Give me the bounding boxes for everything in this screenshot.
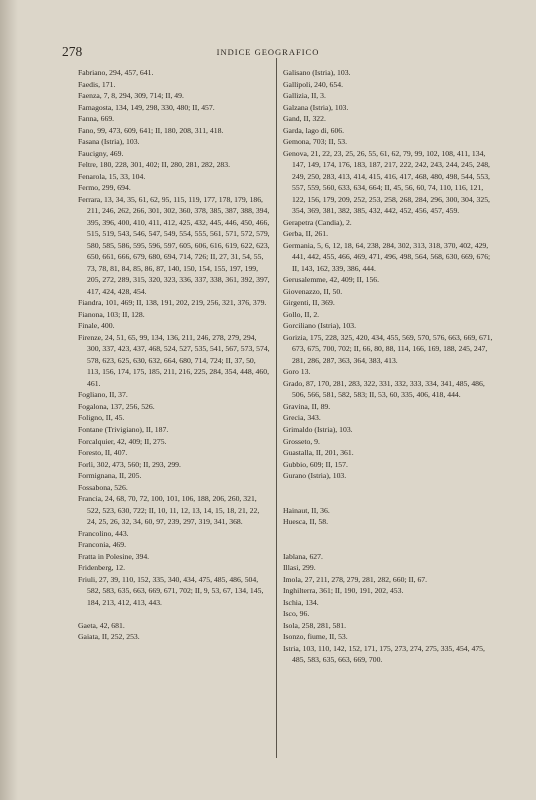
index-entry: Isco, 96. [283, 609, 310, 619]
index-entry: Gorciliano (Istria), 103. [283, 321, 357, 331]
index-entry: Fossabona, 526. [78, 482, 128, 492]
index-entry: Grimaldo (Istria), 103. [283, 424, 353, 434]
page-number: 278 [62, 44, 83, 59]
index-entry: Grado, 87, 170, 281, 283, 322, 331, 332, 333, 334, 341, 485, 486, 506, 566, 581, 582, 583; II, 53, 60, 335, 406, 418, 444. [283, 378, 485, 400]
index-entry: Fianona, 103; II, 128. [78, 309, 145, 319]
index-entry: Fogalona, 137, 256, 526. [78, 401, 155, 411]
index-entry: Isola, 258, 281, 581. [283, 620, 346, 630]
index-entry: Famagosta, 134, 149, 298, 330, 480; II, 457. [78, 102, 215, 112]
index-entry: Gerba, II, 261. [283, 229, 329, 239]
index-entry: Hainaut, II, 36. [283, 505, 330, 515]
index-entry: Gand, II, 322. [283, 114, 326, 124]
index-entry: Inghilterra, 361; II, 190, 191, 202, 453. [283, 586, 404, 596]
index-entry: Faenza, 7, 8, 294, 309, 714; II, 49. [78, 91, 184, 101]
index-entry: Iablana, 627. [283, 551, 323, 561]
index-entry: Gerusalemme, 42, 409; II, 156. [283, 275, 380, 285]
index-column-right [283, 67, 495, 666]
running-title: INDICE GEOGRAFICO [216, 47, 320, 57]
index-entry: Illasi, 299. [283, 563, 316, 573]
index-entry: Fenarola, 15, 33, 104. [78, 171, 146, 181]
index-entry: Huesca, II, 58. [283, 517, 329, 527]
index-entry: Forlì, 302, 473, 560; II, 293, 299. [78, 459, 181, 469]
index-entry: Ischia, 134. [283, 597, 319, 607]
index-entry: Gurano (Istria), 103. [283, 471, 347, 481]
index-entry: Faucigny, 469. [78, 148, 124, 158]
index-entry: Gallipoli, 240, 654. [283, 79, 344, 89]
index-entry: Germania, 5, 6, 12, 18, 64, 238, 284, 302, 313, 318, 370, 402, 429, 441, 442, 455, 466, 469, 471, 496, 498, 564, 568, 630, 669, 676; II, 143, 162, 339, 386, 444. [283, 240, 491, 273]
index-entry: Fratta in Polesine, 394. [78, 551, 150, 561]
section-gap [283, 528, 495, 540]
index-entry: Formignana, II, 205. [78, 471, 142, 481]
index-entry: Finale, 400. [78, 321, 115, 331]
section-gap [78, 608, 270, 620]
index-entry: Giovenazzo, II, 50. [283, 286, 343, 296]
index-entry: Fridenberg, 12. [78, 563, 126, 573]
page-gutter-shadow [0, 0, 18, 800]
index-entry: Firenze, 24, 51, 65, 99, 134, 136, 211, 246, 278, 279, 294, 300, 337, 423, 437, 468, 524, 527, 535, 541, 567, 573, 574, 578, 623, 625, 630, 632, 664, 680, 714, 724; II, 37, 50, 113, 156, 174, 175, 185, 211, 216, 225, 284, 354, 448, 460, 461. [78, 332, 270, 388]
section-gap [283, 539, 495, 551]
index-entry: Fermo, 299, 694. [78, 183, 131, 193]
index-entry: Gaeta, 42, 681. [78, 620, 125, 630]
column-divider [276, 58, 277, 758]
index-entry: Fogliano, II, 37. [78, 390, 128, 400]
index-entry: Gubbio, 609; II, 157. [283, 459, 348, 469]
index-entry: Guastalla, II, 201, 361. [283, 448, 354, 458]
index-entry: Galzana (Istria), 103. [283, 102, 349, 112]
index-entry: Forcalquier, 42, 409; II, 275. [78, 436, 167, 446]
index-entry: Gerapetra (Candia), 2. [283, 217, 352, 227]
index-entry: Fano, 99, 473, 609, 641; II, 180, 208, 311, 418. [78, 125, 224, 135]
index-entry: Fasana (Istria), 103. [78, 137, 140, 147]
index-entry: Girgenti, II, 369. [283, 298, 335, 308]
index-entry: Genova, 21, 22, 23, 25, 26, 55, 61, 62, 79, 99, 102, 108, 411, 134, 147, 149, 174, 176, 183, 187, 217, 222, 242, 243, 244, 245, 248, 249, 250, 283, 413, 414, 415, 416, 417, 468, 480, 498, 544, 553, 557, 559, 560, 633, 634, 664; II, 45, 56, 60, 74, 110, 116, 121, 122, 156, 179, 209, 252, 253, 258, 268, 284, 296, 300, 304, 325, 354, 369, 381, 382, 385, 432, 442, 452, 456, 457, 459. [283, 148, 490, 216]
index-entry: Foresto, II, 407. [78, 448, 128, 458]
index-entry: Fontane (Trivigiano), II, 187. [78, 424, 169, 434]
index-entry: Francolino, 443. [78, 528, 129, 538]
index-entry: Grosseto, 9. [283, 436, 320, 446]
index-entry: Fanna, 669. [78, 114, 115, 124]
index-entry: Fabriano, 294, 457, 641. [78, 68, 154, 77]
index-entry: Galisano (Istria), 103. [283, 68, 351, 77]
index-entry: Faedis, 171. [78, 79, 116, 89]
index-entry: Gemona, 703; II, 53. [283, 137, 348, 147]
index-entry: Friuli, 27, 39, 110, 152, 335, 340, 434, 475, 485, 486, 504, 582, 583, 635, 663, 669, 671, 702; II, 9, 53, 67, 134, 145, 184, 213, 412, 413, 443. [78, 574, 264, 607]
index-entry: Gollo, II, 2. [283, 309, 320, 319]
index-entry: Fiandra, 101, 469; II, 138, 191, 202, 219, 256, 321, 376, 379. [78, 298, 267, 308]
index-entry: Gravina, II, 89. [283, 401, 331, 411]
page-header [62, 44, 474, 60]
index-entry: Garda, lago di, 606. [283, 125, 345, 135]
index-column-left [78, 67, 270, 643]
section-gap [283, 482, 495, 494]
index-entry: Gaiata, II, 252, 253. [78, 632, 140, 642]
index-entry: Feltre, 180, 228, 301, 402; II, 280, 281, 282, 283. [78, 160, 231, 170]
index-entry: Ferrara, 13, 34, 35, 61, 62, 95, 115, 119, 177, 178, 179, 186, 211, 246, 262, 266, 301, 302, 360, 378, 385, 387, 388, 394, 395, 396, 400, 410, 411, 412, 425, 432, 445, 446, 450, 466, 515, 519, 543, 546, 547, 549, 554, 555, 561, 571, 572, 579, 580, 585, 586, 595, 596, 597, 605, 606, 616, 619, 622, 623, 650, 661, 666, 679, 680, 694, 714, 726; II, 27, 31, 54, 55, 73, 78, 81, 84, 85, 86, 87, 140, 150, 154, 155, 197, 199, 205, 272, 289, 315, 320, 323, 336, 337, 338, 361, 392, 397, 417, 424, 428, 454. [78, 194, 270, 296]
index-entry: Istria, 103, 110, 142, 152, 171, 175, 273, 274, 275, 335, 454, 475, 485, 583, 635, 663, 669, 700. [283, 643, 485, 665]
index-entry: Grecia, 343. [283, 413, 321, 423]
index-entry: Gorizia, 175, 228, 325, 420, 434, 455, 569, 570, 576, 663, 669, 671, 673, 675, 700, 702; II, 66, 80, 88, 114, 166, 169, 188, 245, 247, 281, 286, 287, 363, 364, 383, 413. [283, 332, 493, 365]
index-entry: Francia, 24, 68, 70, 72, 100, 101, 106, 188, 206, 260, 321, 522, 523, 630, 722; II, 10, 11, 12, 13, 14, 15, 18, 21, 22, 24, 25, 26, 32, 34, 60, 97, 239, 297, 319, 341, 368. [78, 494, 260, 527]
index-entry: Franconia, 469. [78, 540, 127, 550]
index-entry: Goro 13. [283, 367, 311, 377]
section-gap [283, 493, 495, 505]
index-entry: Gallizia, II, 3. [283, 91, 326, 101]
index-entry: Imola, 27, 211, 278, 279, 281, 282, 660; II, 67. [283, 574, 428, 584]
index-entry: Foligno, II, 45. [78, 413, 125, 423]
index-entry: Isonzo, fiume, II, 53. [283, 632, 348, 642]
